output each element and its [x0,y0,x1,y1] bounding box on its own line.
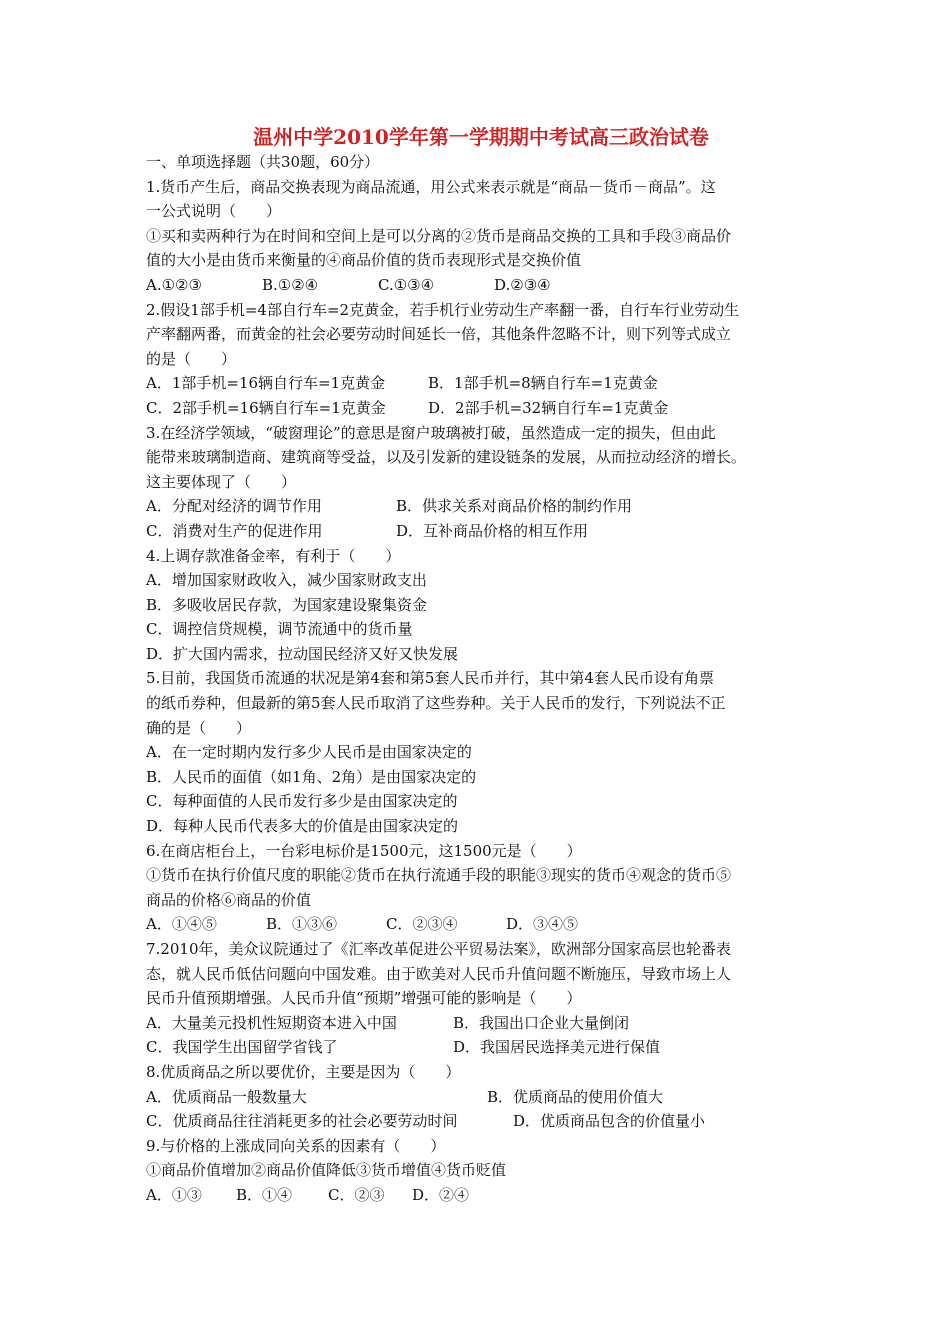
option-d: D．每种人民币代表多大的价值是由国家决定的 [146,817,459,836]
question-1 [146,175,816,298]
question-text: 这主要体现了（ ） [146,472,297,491]
question-text: 4.上调存款准备金率，有利于（ ） [146,546,401,565]
option-b: B．①③⑥ [266,915,338,934]
question-text: 一公式说明（ ） [146,202,282,221]
option-c: C．2部手机=16辆自行车=1克黄金 [146,398,386,417]
option-c: C．消费对生产的促进作用 [146,521,323,540]
exam-page [146,124,816,1208]
answer-options [146,371,816,396]
option-a: A．①④⑤ [146,915,217,934]
answer-options [146,396,816,421]
option-c: C．②③ [328,1185,385,1204]
option-b: B．①④ [236,1185,293,1204]
question-7 [146,937,816,1060]
option-a: A.①②③ [146,275,202,294]
answer-options [146,519,816,544]
question-text: 1.货币产生后，商品交换表现为商品流通，用公式来表示就是“商品－货币－商品”。这 [146,177,716,196]
question-text: 2.假设1部手机=4部自行车=2克黄金，若手机行业劳动生产率翻一番，自行车行业劳动生 [146,300,740,319]
question-text: 确的是（ ） [146,718,252,737]
question-2 [146,298,816,421]
question-8 [146,1060,816,1134]
question-text: 3.在经济学领域，“破窗理论”的意思是窗户玻璃被打破，虽然造成一定的损失，但由此 [146,423,716,442]
option-d: D．我国居民选择美元进行保值 [453,1038,661,1057]
question-text: ①货币在执行价值尺度的职能②货币在执行流通手段的职能③现实的货币④观念的货币⑤ [146,866,732,885]
option-d: D．优质商品包含的价值量小 [513,1112,706,1131]
option-d: D．互补商品价格的相互作用 [396,521,589,540]
question-text: ①商品价值增加②商品价值降低③货币增值④货币贬值 [146,1161,507,1180]
option-c: C．②③④ [386,915,458,934]
option-c: C．我国学生出国留学省钱了 [146,1038,338,1057]
option-b: B．人民币的面值（如1角、2角）是由国家决定的 [146,767,477,786]
answer-options [146,1085,816,1110]
option-d: D．②④ [412,1185,470,1204]
option-a: A．1部手机=16辆自行车=1克黄金 [146,374,386,393]
option-a: A．增加国家财政收入，减少国家财政支出 [146,571,427,590]
option-d: D．2部手机=32辆自行车=1克黄金 [428,398,669,417]
option-c: C．每种面值的人民币发行多少是由国家决定的 [146,792,458,811]
answer-options [146,1109,816,1134]
section-heading: 一、单项选择题（共30题，60分） [146,153,380,171]
option-b: B.①②④ [262,275,319,294]
question-5 [146,666,816,838]
question-text: 的是（ ） [146,349,237,368]
question-text: 产率翻两番，而黄金的社会必要劳动时间延长一倍，其他条件忽略不计，则下列等式成立 [146,325,732,344]
question-9 [146,1134,816,1208]
answer-options [146,1035,816,1060]
answer-options [146,1011,816,1036]
option-a: A．分配对经济的调节作用 [146,497,322,516]
option-d: D．扩大国内需求，拉动国民经济又好又快发展 [146,644,459,663]
option-c: C．优质商品往往消耗更多的社会必要劳动时间 [146,1112,458,1131]
option-b: B．优质商品的使用价值大 [487,1087,664,1106]
option-d: D.②③④ [494,275,551,294]
question-3 [146,421,816,544]
question-text: 的纸币券种，但最新的第5套人民币取消了这些券种。关于人民币的发行，下列说法不正 [146,694,726,713]
option-d: D．③④⑤ [506,915,579,934]
question-text: 5.目前，我国货币流通的状况是第4套和第5套人民币并行，其中第4套人民币设有角票 [146,669,714,688]
option-a: A．在一定时期内发行多少人民币是由国家决定的 [146,743,472,762]
option-b: B．1部手机=8辆自行车=1克黄金 [428,374,658,393]
exam-title: 温州中学2010学年第一学期期中考试高三政治试卷 [253,125,709,149]
question-text: 9.与价格的上涨成同向关系的因素有（ ） [146,1136,446,1155]
question-text: 民币升值预期增强。人民币升值“预期”增强可能的影响是（ ） [146,989,582,1008]
option-a: A．大量美元投机性短期资本进入中国 [146,1013,397,1032]
question-text: 7.2010年，美众议院通过了《汇率改革促进公平贸易法案》，欧洲部分国家高层也轮番表 [146,940,731,958]
answer-options [146,1183,816,1208]
question-text: 态，就人民币低估问题向中国发难。由于欧美对人民币升值问题不断施压，导致市场上人 [146,964,732,983]
question-text: ①买和卖两种行为在时间和空间上是可以分离的②货币是商品交换的工具和手段③商品价 [146,226,732,245]
answer-options [146,273,816,298]
answer-options [146,912,816,937]
option-c: C.①③④ [378,275,435,294]
option-a: A．①③ [146,1185,202,1204]
answer-options [146,494,816,519]
question-4 [146,544,816,667]
option-b: B．我国出口企业大量倒闭 [453,1013,630,1032]
option-b: B．多吸收居民存款，为国家建设聚集资金 [146,595,428,614]
option-a: A．优质商品一般数量大 [146,1087,307,1106]
option-b: B．供求关系对商品价格的制约作用 [396,497,633,516]
question-text: 值的大小是由货币来衡量的④商品价值的货币表现形式是交换价值 [146,251,582,270]
question-6 [146,839,816,937]
option-c: C．调控信贷规模，调节流通中的货币量 [146,620,413,639]
question-text: 商品的价格⑥商品的价值 [146,890,312,909]
question-text: 8.优质商品之所以要优价，主要是因为（ ） [146,1062,461,1081]
question-text: 能带来玻璃制造商、建筑商等受益，以及引发新的建设链条的发展，从而拉动经济的增长。 [146,448,747,467]
question-text: 6.在商店柜台上，一台彩电标价是1500元，这1500元是（ ） [146,841,582,860]
